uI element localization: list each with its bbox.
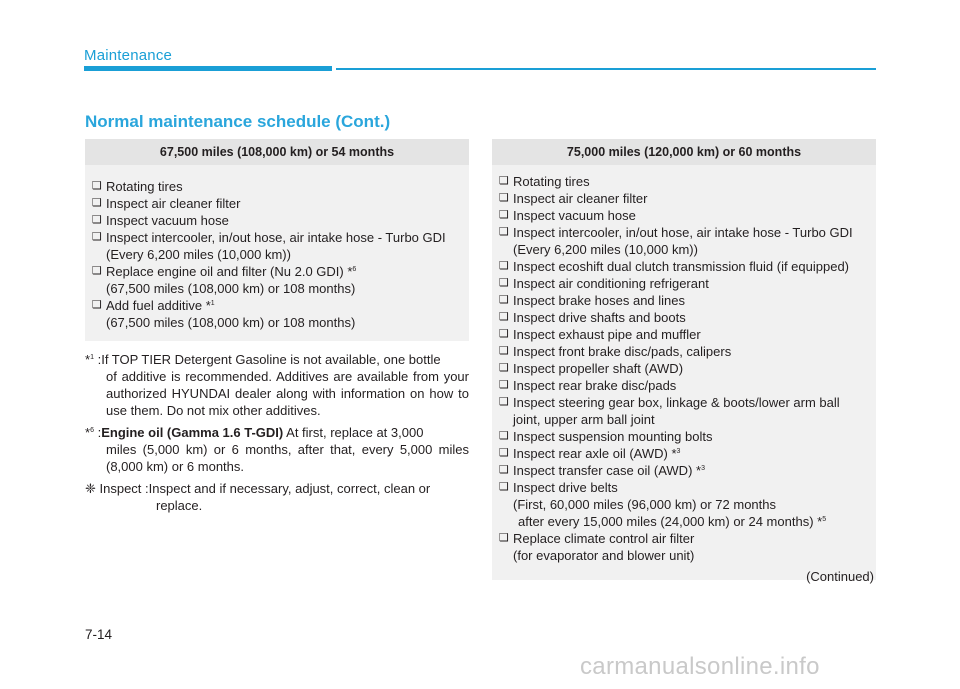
- item-text: Inspect air conditioning refrigerant: [513, 276, 709, 291]
- item-subtext: (for evaporator and blower unit): [513, 548, 695, 563]
- item-text: Inspect transfer case oil (AWD) *$^3$: [513, 463, 705, 478]
- footnote-marker: 3: [676, 448, 681, 455]
- header-rule-thick: [84, 66, 332, 71]
- list-item: [499, 360, 876, 377]
- inspect-definition: [85, 480, 469, 514]
- list-item: [499, 326, 876, 343]
- list-item: [499, 343, 876, 360]
- item-text: Inspect exhaust pipe and muffler: [513, 327, 701, 342]
- item-text: Inspect intercooler, in/out hose, air intake hose - Turbo GDI: [513, 225, 853, 240]
- footnote-marker: 5: [822, 516, 827, 523]
- checkbox-icon: ❑: [92, 265, 102, 277]
- item-text: Inspect drive shafts and boots: [513, 310, 686, 325]
- item-subtext: (Every 6,200 miles (10,000 km)): [106, 247, 291, 262]
- list-item: [499, 224, 876, 241]
- checkbox-icon: ❑: [499, 277, 509, 289]
- list-item: [92, 178, 469, 195]
- footnote-key: *$^6$ :: [85, 425, 102, 440]
- item-subtext: after every 15,000 miles (24,000 km) or 24 months) *$^5$: [518, 514, 827, 529]
- item-text: Inspect propeller shaft (AWD): [513, 361, 684, 376]
- list-item: [499, 479, 876, 496]
- checkbox-icon: ❑: [499, 396, 509, 408]
- item-text: Inspect vacuum hose: [513, 208, 636, 223]
- checkbox-icon: ❑: [499, 362, 509, 374]
- checkbox-icon: ❑: [499, 192, 509, 204]
- list-item: [499, 428, 876, 445]
- item-text: Inspect steering gear box, linkage & boots/lower arm ball: [513, 395, 840, 410]
- item-text: Replace climate control air filter: [513, 531, 695, 546]
- list-item: [92, 297, 469, 314]
- footnotes: [85, 351, 469, 514]
- list-item: [499, 309, 876, 326]
- item-subtext: (First, 60,000 miles (96,000 km) or 72 months: [513, 497, 776, 512]
- panel-body: [492, 165, 876, 585]
- item-subtext: joint, upper arm ball joint: [513, 412, 655, 427]
- checkbox-icon: ❑: [499, 447, 509, 459]
- list-item: [499, 190, 876, 207]
- footnote-marker: 3: [701, 465, 705, 472]
- item-subtext: (Every 6,200 miles (10,000 km)): [513, 242, 698, 257]
- header-title: Maintenance: [84, 47, 173, 64]
- list-item: [499, 275, 876, 292]
- checkbox-icon: ❑: [499, 328, 509, 340]
- checkbox-icon: ❑: [499, 345, 509, 357]
- footnote-1: [85, 351, 469, 419]
- footnote-key: *$^1$ :: [85, 352, 102, 367]
- list-item: [499, 445, 876, 462]
- list-item: [499, 394, 876, 411]
- footnote-marker: 6: [352, 266, 357, 273]
- footnote-key: ❈ Inspect :: [85, 481, 149, 496]
- list-item: [92, 229, 469, 246]
- list-item: [92, 263, 469, 280]
- item-text: Inspect front brake disc/pads, calipers: [513, 344, 732, 359]
- list-item: [499, 462, 876, 479]
- footnote-continuation: miles (5,000 km) or 6 months, after that, every 5,000 miles (8,000 km) or 6 months.: [106, 442, 469, 474]
- checkbox-icon: ❑: [92, 197, 102, 209]
- list-item: [499, 530, 876, 547]
- footnote-text: If TOP TIER Detergent Gasoline is not available, one bottle: [101, 352, 441, 367]
- checkbox-icon: ❑: [499, 430, 509, 442]
- footnote-continuation: of additive is recommended. Additives are available from your authorized HYUNDAI dealer along with information on how to use them. Do not mix other additives.: [106, 369, 469, 418]
- list-item: [499, 292, 876, 309]
- continued-label: (Continued): [806, 569, 874, 584]
- panel-heading: 75,000 miles (120,000 km) or 60 months: [492, 139, 876, 165]
- checkbox-icon: ❑: [92, 180, 102, 192]
- item-subtext: (67,500 miles (108,000 km) or 108 months): [106, 281, 356, 296]
- item-text: Inspect intercooler, in/out hose, air intake hose - Turbo GDI: [106, 230, 446, 245]
- checkbox-icon: ❑: [499, 532, 509, 544]
- watermark: carmanualsonline.info: [580, 653, 820, 680]
- panel-body: [85, 165, 469, 331]
- checkbox-icon: ❑: [499, 481, 509, 493]
- header-rule-thin: [336, 68, 876, 70]
- item-text: Inspect air cleaner filter: [513, 191, 648, 206]
- item-text: Rotating tires: [513, 174, 590, 189]
- list-item: [499, 258, 876, 275]
- checkbox-icon: ❑: [499, 226, 509, 238]
- checkbox-icon: ❑: [92, 231, 102, 243]
- item-text: Inspect ecoshift dual clutch transmission fluid (if equipped): [513, 259, 850, 274]
- checkbox-icon: ❑: [499, 175, 509, 187]
- checkbox-icon: ❑: [499, 260, 509, 272]
- item-text: Replace engine oil and filter (Nu 2.0 GDI) *$^6$: [106, 264, 357, 279]
- item-text: Add fuel additive *$^1$: [106, 298, 215, 313]
- checkbox-icon: ❑: [499, 311, 509, 323]
- list-item: [499, 377, 876, 394]
- checkbox-icon: ❑: [499, 209, 509, 221]
- item-text: Inspect brake hoses and lines: [513, 293, 685, 308]
- item-text: Inspect air cleaner filter: [106, 196, 241, 211]
- list-item: [499, 207, 876, 224]
- panel-heading: 67,500 miles (108,000 km) or 54 months: [85, 139, 469, 165]
- schedule-panel-67500: [85, 139, 469, 341]
- list-item: [92, 212, 469, 229]
- footnote-marker: 1: [210, 300, 215, 307]
- item-text: Inspect suspension mounting bolts: [513, 429, 713, 444]
- checkbox-icon: ❑: [499, 464, 509, 476]
- checkbox-icon: ❑: [92, 299, 102, 311]
- item-text: Inspect rear brake disc/pads: [513, 378, 677, 393]
- list-item: [499, 173, 876, 190]
- item-text: Rotating tires: [106, 179, 183, 194]
- footnote-text: Inspect and if necessary, adjust, correct, clean or: [148, 481, 431, 496]
- footnote-text: Engine oil (Gamma 1.6 T-GDI) At first, replace at 3,000: [101, 425, 424, 440]
- section-title: Normal maintenance schedule (Cont.): [85, 112, 391, 131]
- schedule-panel-75000: [492, 139, 876, 584]
- item-subtext: (67,500 miles (108,000 km) or 108 months): [106, 315, 356, 330]
- item-text: Inspect rear axle oil (AWD) *$^3$: [513, 446, 681, 461]
- item-text: Inspect vacuum hose: [106, 213, 229, 228]
- footnote-6: [85, 424, 469, 475]
- list-item: [92, 195, 469, 212]
- item-text: Inspect drive belts: [513, 480, 618, 495]
- page-number: 7-14: [85, 627, 113, 642]
- checkbox-icon: ❑: [499, 294, 509, 306]
- checkbox-icon: ❑: [92, 214, 102, 226]
- checkbox-icon: ❑: [499, 379, 509, 391]
- footnote-continuation: replace.: [156, 498, 203, 513]
